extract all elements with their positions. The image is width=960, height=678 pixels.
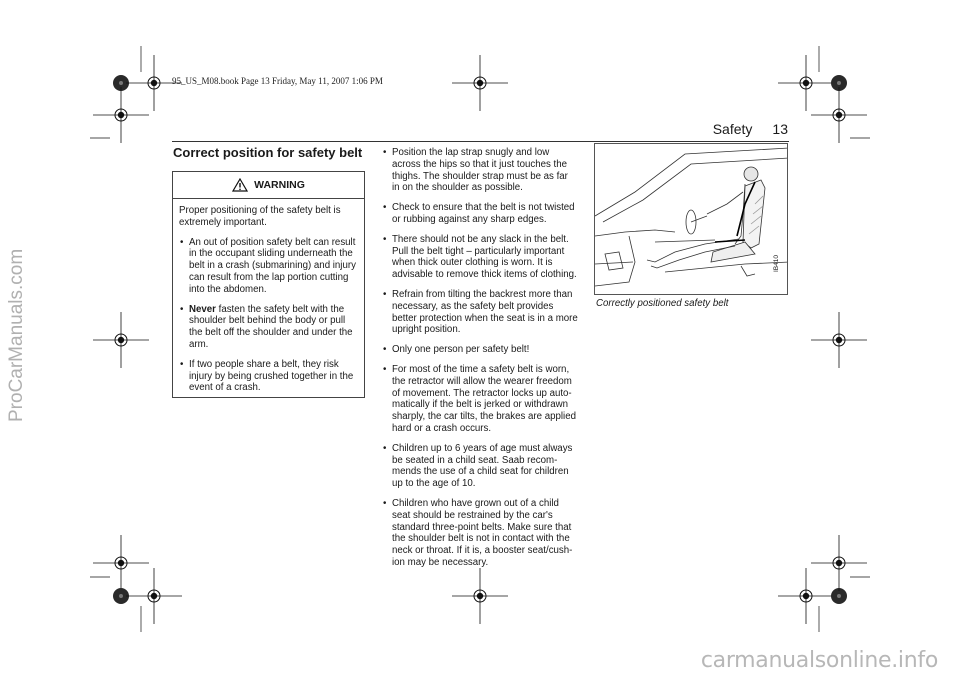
running-head <box>713 121 788 137</box>
figure-illustration <box>594 143 788 295</box>
file-info: 95_US_M08.book Page 13 Friday, May 11, 2007 1:06 PM <box>172 76 383 86</box>
instruction-item: • Refrain from tilting the backrest more than necessary, as the safety belt provides better protection when the seat is in a more upright position. <box>382 289 578 336</box>
warning-item: • If two people share a belt, they risk injury by being crushed together in the event of a crash. <box>179 359 359 394</box>
instruction-item: • Children who have grown out of a child seat should be restrained by the car's standard three-point belts. Make sure that the shoulder belt is not in contact with the neck or throat. If it is, a booster seat/cush-ion may be necessary. <box>382 498 578 569</box>
warning-item-emphasis: Never <box>189 303 216 315</box>
warning-item-text: fasten the safety belt with the shoulder belt behind the body or pull the belt off the shoulder and under the arm. <box>189 303 353 350</box>
instructions-list <box>382 147 578 569</box>
instruction-item: • There should not be any slack in the belt. Pull the belt tight – particularly important when thick outer clothing is worn. It is advisable to remove thick items of clothing. <box>382 234 578 281</box>
warning-item: • An out of position safety belt can result in the occupant sliding underneath the belt in a crash (submarining) and injury can result from the lap portion cutting into the abdomen. <box>179 237 359 296</box>
watermark-bottom: carmanualsonline.info <box>700 648 938 673</box>
warning-title: WARNING <box>254 179 305 191</box>
instruction-item: • For most of the time a safety belt is worn, the retractor will allow the wearer freedom of movement. The retractor locks up auto-matically if the belt is jerked or withdrawn sharply, the car tilts, the brakes are applied hard or a crash occurs. <box>382 364 578 435</box>
instruction-item: • Children up to 6 years of age must always be seated in a child seat. Saab recom-mends the use of a child seat for children up to the age of 10. <box>382 443 578 490</box>
header-rule <box>172 141 789 142</box>
figure-code: IB410 <box>773 255 780 272</box>
figure-caption: Correctly positioned safety belt <box>596 298 729 309</box>
warning-triangle-icon <box>232 178 248 192</box>
warning-box <box>172 171 365 398</box>
instruction-item: • Check to ensure that the belt is not twisted or rubbing against any sharp edges. <box>382 202 578 226</box>
warning-item <box>179 304 359 351</box>
watermark-left: ProCarManuals.com <box>6 248 27 422</box>
warning-body <box>173 199 364 394</box>
header-section: Safety <box>712 121 753 137</box>
instruction-item: • Position the lap strap snugly and low across the hips so that it just touches the thighs. The shoulder strap must be as far in on the shoulder as possible. <box>382 147 578 194</box>
warning-intro: Proper positioning of the safety belt is extremely important. <box>179 205 341 228</box>
warning-list <box>179 237 359 395</box>
instruction-item: • Only one person per safety belt! <box>382 344 578 356</box>
section-title: Correct position for safety belt <box>173 145 363 160</box>
page-number: 13 <box>772 121 788 137</box>
instructions-column <box>382 147 578 577</box>
warning-header <box>173 172 364 199</box>
seated-driver-illustration-icon <box>595 144 788 295</box>
